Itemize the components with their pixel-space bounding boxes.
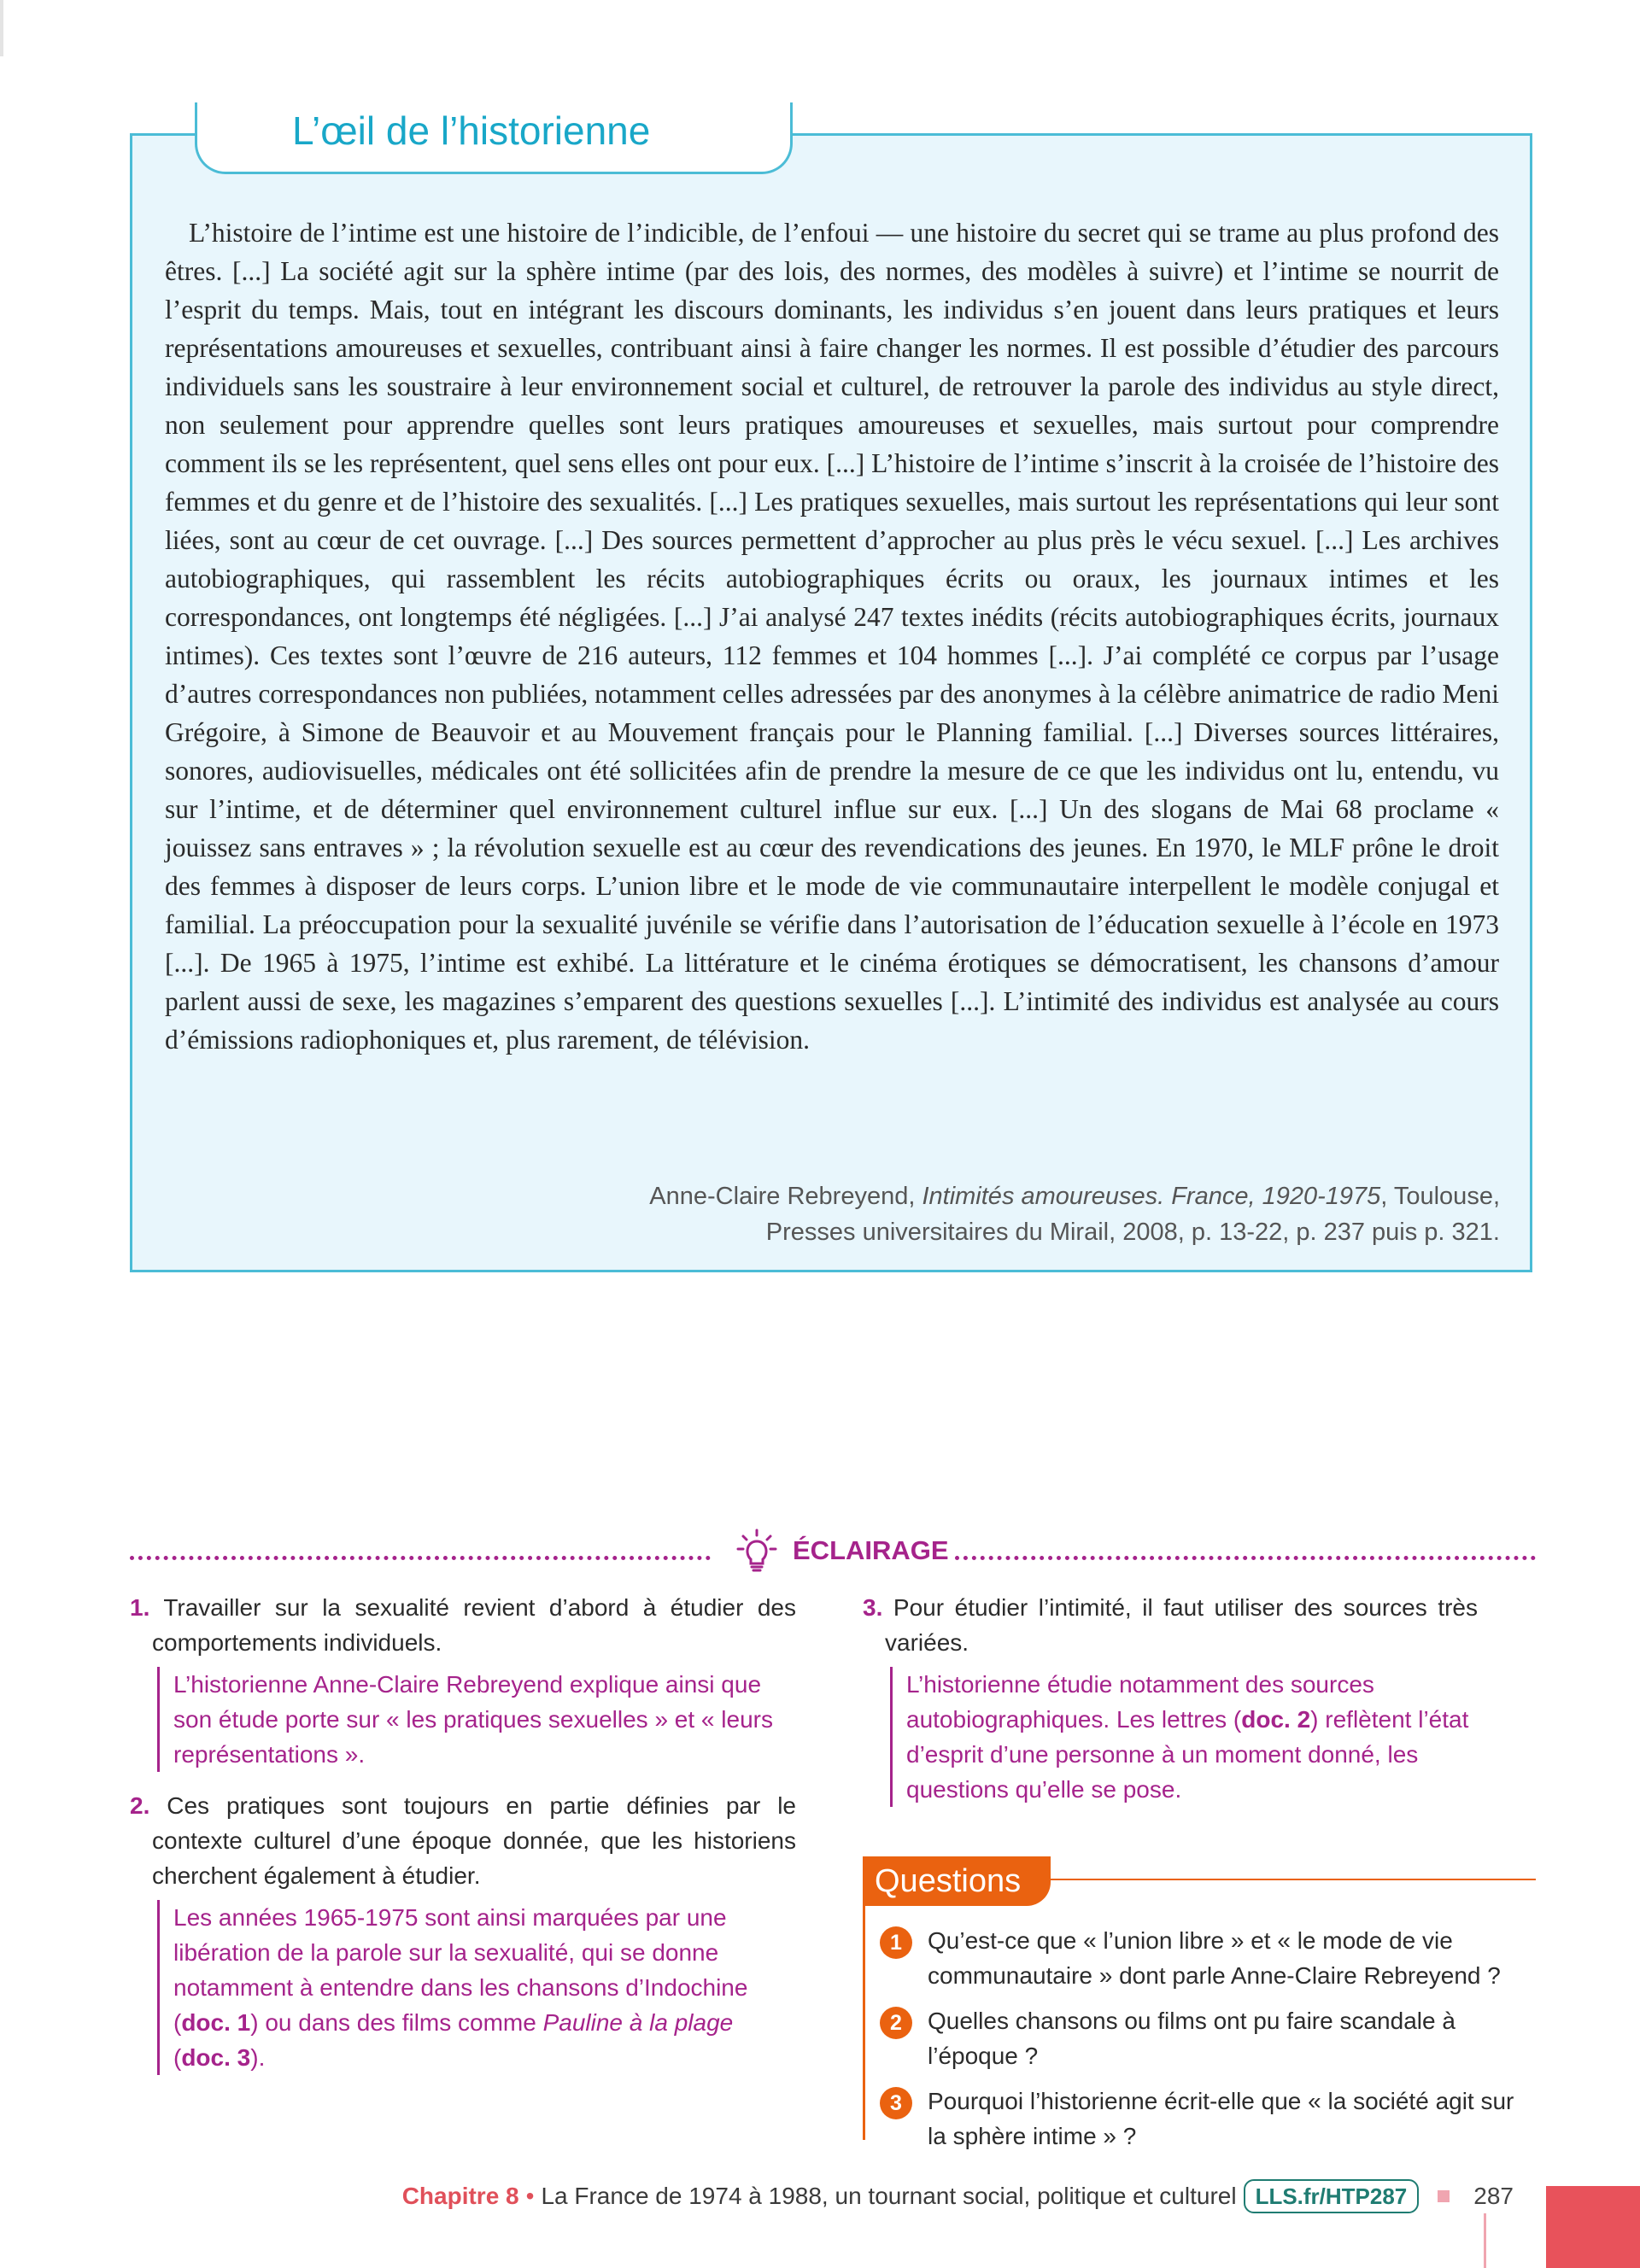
point-number: 1. [130, 1594, 150, 1621]
point-main [863, 1590, 1478, 1660]
note-text: ). [250, 2044, 266, 2071]
doc-3-reference: doc. 3 [181, 2044, 251, 2071]
lls-link[interactable]: LLS.fr/HTP287 [1244, 2179, 1420, 2213]
corner-tab [1546, 2186, 1640, 2268]
point-note [157, 1900, 796, 2075]
point-main [130, 1788, 796, 1893]
eclairage-point-3 [863, 1590, 1478, 1807]
point-text: Travailler sur la sexualité revient d’abord à étudier des comportements individuels. [152, 1594, 796, 1656]
page-number: 287 [1473, 2183, 1514, 2209]
citation [512, 1178, 1500, 1250]
question-text: Quelles chansons ou films ont pu faire scandale à l’époque ? [928, 2008, 1456, 2069]
point-number: 3. [863, 1594, 883, 1621]
question-text: Pourquoi l’historienne écrit-elle que « la société agit sur la sphère intime » ? [928, 2088, 1514, 2149]
footer-rule [1484, 2213, 1486, 2268]
doc-2-reference: doc. 2 [1241, 1706, 1311, 1733]
note-text: Les années 1965-1975 sont ainsi marquées par une libération de la parole sur la sexualité, qui se donne notamment à entendre dans les chansons d’Indochine ( [173, 1904, 748, 2036]
eclairage-dots-right [955, 1556, 1536, 1560]
note-text: L’historienne étudie notamment des sources autobiographiques. Les lettres ( [906, 1671, 1374, 1733]
historian-quote: L’histoire de l’intime est une histoire de l’indicible, de l’enfoui — une histoire du secret qui se trame au plus profond des êtres. [...] La société agit sur la sphère intime (par des lois, des normes, des modèles à suivre) et l’intime se nourrit de l’esprit du temps. Mais, tout en intégrant les discours dominants, les individus s’en jouent dans leurs pratiques et leurs représentations amoureuses et sexuelles, contribuant ainsi à faire changer les normes. Il est possible d’étudier des parcours individuels sans les soustraire à leur environnement social et culturel, de retrouver la parole des individus au style direct, non seulement pour apprendre quelles sont leurs pratiques amoureuses et sexuelles, mais surtout pour comprendre comment ils se les représentent, quel sens elles ont pour eux. [...] L’histoire de l’intime s’inscrit à la croisée de l’histoire des femmes et du genre et de l’histoire des sexualités. [...] Les pratiques sexuelles, mais surtout les représentations qui leur sont liées, sont au cœur de cet ouvrage. [...] Des sources permettent d’approcher au plus près le vécu sexuel. [...] Les archives autobiographiques, qui rassemblent les récits autobiographiques écrits ou oraux, les journaux intimes et les correspondances, ont longtemps été négligées. [...] J’ai analysé 247 textes inédits (récits autobiographiques écrits, journaux intimes). Ces textes sont l’œuvre de 216 auteurs, 112 femmes et 104 hommes [...]. J’ai complété ce corpus par l’usage d’autres correspondances non publiées, notamment celles adressées par des anonymes à la célèbre animatrice de radio Meni Grégoire, à Simone de Beauvoir et au Mouvement français pour le Planning familial. [...] Diverses sources littéraires, sonores, audiovisuelles, médicales ont été sollicitées afin de prendre la mesure de ce que les individus ont lu, entendu, vu sur l’intime, et de déterminer quel environnement culturel influe sur eux. [...] Un des slogans de Mai 68 proclame « jouissez sans entraves » ; la révolution sexuelle est au cœur des revendications des jeunes. En 1970, le MLF prône le droit des femmes à disposer de leurs corps. L’union libre et le mode de vie communautaire interpellent le modèle conjugal et familial. La préoccupation pour la sexualité juvénile se vérifie dans l’autorisation de l’éducation sexuelle à l’école en 1973 [...]. De 1965 à 1975, l’intime est exhibé. La littérature et le cinéma érotiques se démocratisent, les chansons d’amour parlent aussi de sexe, les magazines s’emparent des questions sexuelles [...]. L’intimité des individus est analysée au cours d’émissions radiophoniques et, plus rarement, de télévision. [165, 218, 1499, 1055]
historian-title: L’œil de l’historienne [292, 108, 651, 153]
citation-work: Intimités amoureuses. France, 1920-1975 [922, 1183, 1381, 1210]
eclairage-point-2 [130, 1788, 796, 2075]
question-number: 3 [880, 2087, 912, 2119]
question-2 [880, 2003, 1538, 2073]
question-1 [880, 1923, 1538, 1993]
point-note [890, 1667, 1478, 1807]
question-number: 1 [880, 1926, 912, 1959]
chapter-label: Chapitre 8 [401, 2183, 519, 2209]
chapter-title: La France de 1974 à 1988, un tournant social, politique et culturel [541, 2183, 1237, 2209]
page-footer [402, 2177, 1514, 2215]
questions-side-rule [863, 1906, 865, 2140]
note-text: ) ou dans des films comme [250, 2009, 543, 2036]
footer-square-icon [1438, 2190, 1450, 2202]
eclairage-point-1 [130, 1590, 796, 1772]
eclairage-dots-left [130, 1556, 711, 1560]
footer-separator: • [525, 2183, 535, 2209]
questions-rule [1051, 1879, 1536, 1880]
note-text: ( [173, 2044, 182, 2071]
point-main [130, 1590, 796, 1660]
point-text: Ces pratiques sont toujours en partie définies par le contexte culturel d’une époque donnée, que les historiens cherchent également à étudier. [152, 1792, 796, 1889]
eclairage-title: ÉCLAIRAGE [793, 1535, 949, 1565]
question-text: Qu’est-ce que « l’union libre » et « le mode de vie communautaire » dont parle Anne-Claire Rebreyend ? [928, 1927, 1501, 1989]
film-title: Pauline à la plage [542, 2009, 734, 2036]
citation-author: Anne-Claire Rebreyend, [649, 1183, 922, 1210]
point-number: 2. [130, 1792, 150, 1819]
note-text: ) reflètent l’état d’esprit d’une personne à un moment donné, les questions qu’elle se pose. [906, 1706, 1469, 1803]
doc-1-reference: doc. 1 [181, 2009, 251, 2036]
question-3 [880, 2084, 1538, 2154]
citation-details-1: , Toulouse, [1380, 1183, 1500, 1210]
point-note: L’historienne Anne-Claire Rebreyend explique ainsi que son étude porte sur « les pratiques sexuelles » et « leurs représentations ». [157, 1667, 796, 1772]
page-edge-mark [0, 0, 3, 56]
point-text: Pour étudier l’intimité, il faut utiliser des sources très variées. [885, 1594, 1478, 1656]
citation-details-2: Presses universitaires du Mirail, 2008, p. 13-22, p. 237 puis p. 321. [765, 1219, 1500, 1246]
question-number: 2 [880, 2007, 912, 2039]
lightbulb-icon [736, 1529, 777, 1573]
questions-title: Questions [863, 1856, 1051, 1906]
